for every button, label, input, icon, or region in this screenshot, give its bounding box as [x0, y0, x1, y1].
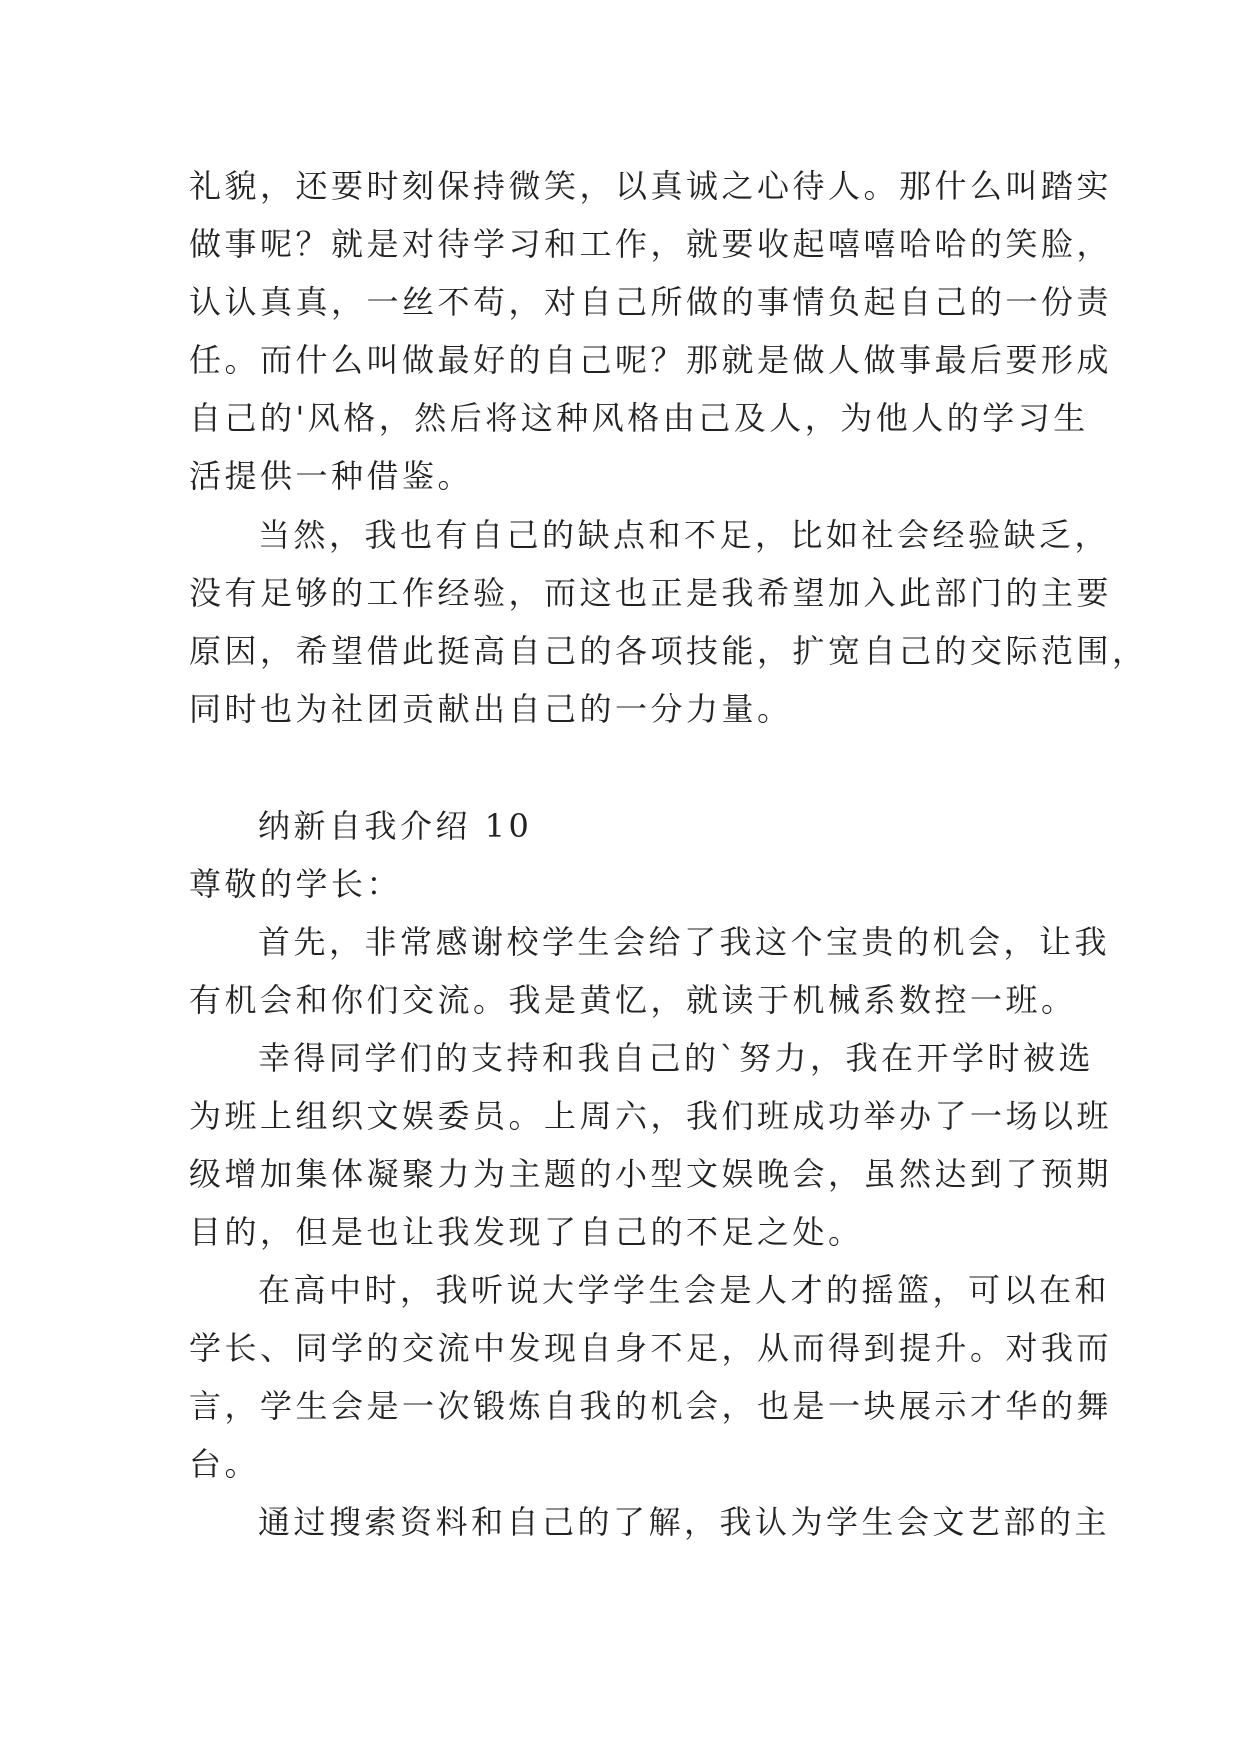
paragraph-line: 在高中时，我听说大学学生会是人才的摇篮，可以在和: [258, 1271, 1111, 1309]
paragraph-line: 学长、同学的交流中发现自身不足，从而得到提升。对我而: [189, 1329, 1113, 1367]
paragraph-line: 当然，我也有自己的缺点和不足，比如社会经验缺乏，: [258, 516, 1111, 554]
paragraph-line: 认认真真，一丝不苟，对自己所做的事情负起自己的一份责: [189, 283, 1113, 321]
paragraph-line: 没有足够的工作经验，而这也正是我希望加入此部门的主要: [189, 574, 1113, 612]
paragraph-line: 台。: [189, 1445, 261, 1483]
paragraph-line: 自己的'风格，然后将这种风格由己及人，为他人的学习生: [189, 399, 1089, 437]
paragraph-line: 为班上组织文娱委员。上周六，我们班成功举办了一场以班: [189, 1097, 1113, 1135]
section-title: 纳新自我介绍 10: [258, 807, 533, 845]
paragraph-line: 活提供一种借鉴。: [189, 457, 474, 495]
paragraph-line: 有机会和你们交流。我是黄忆，就读于机械系数控一班。: [189, 981, 1077, 1019]
paragraph-line: 首先，非常感谢校学生会给了我这个宝贵的机会，让我: [258, 923, 1111, 961]
paragraph-line: 目的，但是也让我发现了自己的不足之处。: [189, 1213, 864, 1251]
paragraph-line: 同时也为社团贡献出自己的一分力量。: [189, 690, 793, 728]
paragraph-line: 任。而什么叫做最好的自己呢？那就是做人做事最后要形成: [189, 341, 1113, 379]
paragraph-line: 礼貌，还要时刻保持微笑，以真诚之心待人。那什么叫踏实: [189, 167, 1113, 205]
paragraph-line: 原因，希望借此挺高自己的各项技能，扩宽自己的交际范围，: [189, 632, 1148, 670]
paragraph-line: 通过搜索资料和自己的了解，我认为学生会文艺部的主: [258, 1503, 1111, 1541]
paragraph-line: 做事呢？就是对待学习和工作，就要收起嘻嘻哈哈的笑脸，: [189, 225, 1113, 263]
salutation: 尊敬的学长：: [189, 865, 403, 903]
paragraph-line: 级增加集体凝聚力为主题的小型文娱晚会，虽然达到了预期: [189, 1155, 1113, 1193]
paragraph-line: 幸得同学们的支持和我自己的`努力，我在开学时被选: [258, 1039, 1095, 1077]
paragraph-line: 言，学生会是一次锻炼自我的机会，也是一块展示才华的舞: [189, 1387, 1113, 1425]
